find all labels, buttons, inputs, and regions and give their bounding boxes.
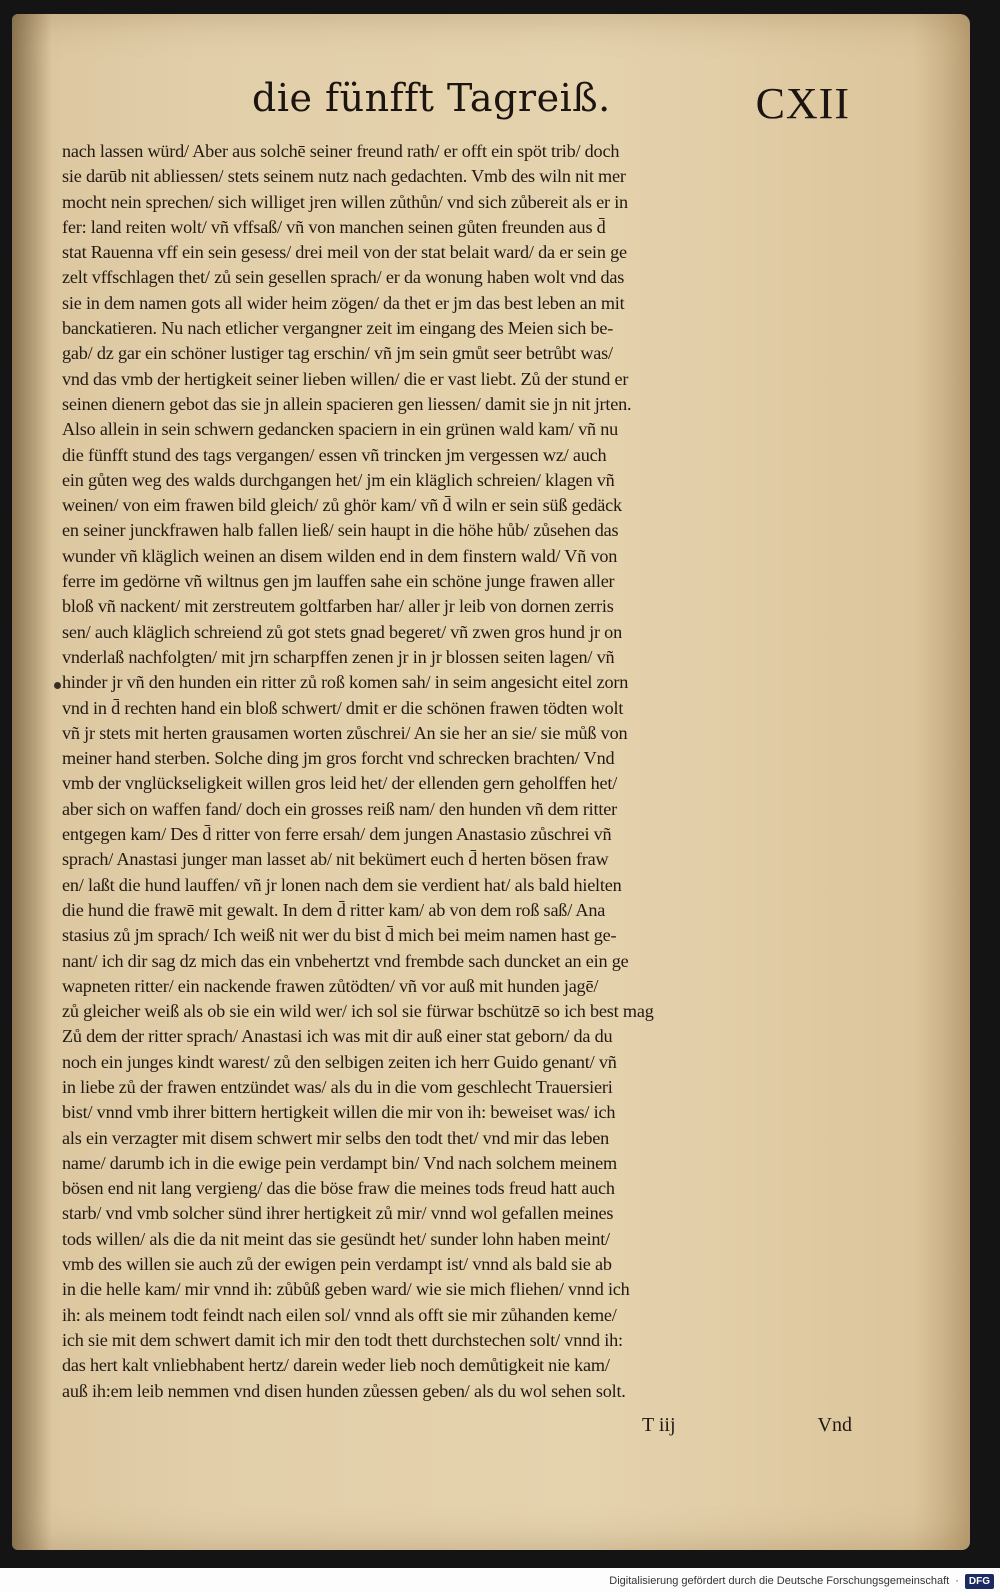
catchword-row <box>642 1414 852 1444</box>
text-line: fer: land reiten wolt/ vñ vffsaß/ vñ von manchen seinen gůten freunden aus d̄ <box>62 216 606 237</box>
text-line: vmb des willen sie auch zů der ewigen pein verdampt ist/ vnnd als bald sie ab <box>62 1254 612 1275</box>
margin-dot-mark <box>54 682 61 689</box>
footer-credit-text: Digitalisierung gefördert durch die Deutsche Forschungsgemeinschaft <box>609 1575 950 1587</box>
text-line: vnd in d̄ rechten hand ein bloß schwert/ dmit er die schönen frawen tödten wolt <box>62 697 624 718</box>
text-line: ein gůten weg des walds durchgangen het/ jm ein kläglich schreien/ klagen vñ <box>62 469 615 490</box>
text-line: bloß vñ nackent/ mit zerstreutem goltfarben har/ aller jr leib von dornen zerris <box>62 596 614 617</box>
text-line: auß ih:em leib nemmen vnd disen hunden zůessen geben/ als du wol sehen solt. <box>62 1380 626 1401</box>
text-line: sprach/ Anastasi junger man lasset ab/ nit bekümert euch d̄ herten bösen fraw <box>62 849 609 870</box>
text-line: banckatieren. Nu nach etlicher vergangner zeit im eingang des Meien sich be- <box>62 318 614 339</box>
text-line: als ein verzagter mit disem schwert mir selbs den todt thet/ vnd mir das leben <box>62 1127 610 1148</box>
text-line: in liebe zů der frawen entzündet was/ als du in die vom geschlecht Trauersieri <box>62 1076 613 1097</box>
text-line: stat Rauenna vff ein sein gesess/ drei meil von der stat belait ward/ da er sein ge <box>62 242 627 263</box>
text-line: name/ darumb ich in die ewige pein verdampt bin/ Vnd nach solchem meinem <box>62 1152 617 1173</box>
dfg-logo: DFG <box>965 1574 994 1589</box>
text-line: nant/ ich dir sag dz mich das ein vnbehertzt vnd frembde sach duncket an ein ge <box>62 950 629 971</box>
text-line: bist/ vnnd vmb ihrer bittern hertigkeit willen die mir von ih: beweiset was/ ich <box>62 1102 616 1123</box>
text-line: noch ein junges kindt warest/ zů den selbigen zeiten ich herr Guido genant/ vñ <box>62 1051 617 1072</box>
text-line: nach lassen würd/ Aber aus solchē seiner freund rath/ er offt ein spöt trib/ doch <box>62 141 620 161</box>
text-line: meiner hand sterben. Solche ding jm gros forcht vnd schrecken brachten/ Vnd <box>62 748 615 769</box>
text-line: starb/ vnd vmb solcher sünd ihrer hertigkeit zů mir/ vnnd wol gefallen meines <box>62 1203 614 1224</box>
text-line: vmb der vnglückseligkeit willen gros leid het/ der ellenden gern geholffen het/ <box>62 773 618 794</box>
text-line: die hund die frawē mit gewalt. In dem d̄ ritter kam/ ab von dem roß saß/ Ana <box>62 899 606 920</box>
book-page <box>12 14 970 1550</box>
text-line: seinen dienern gebot das sie jn allein spacieren gen liessen/ damit sie jn nit jrten. <box>62 393 632 414</box>
text-line: sen/ auch kläglich schreiend zů got stets gnad begeret/ vñ zwen gros hund jr on <box>62 621 622 642</box>
text-line: die fünfft stund des tags vergangen/ essen vñ trincken jm vergessen wz/ auch <box>62 444 607 465</box>
text-line: ferre im gedörne vñ wiltnus gen jm lauffen sahe ein schöne junge frawen aller <box>62 571 615 592</box>
text-line: Also allein in sein schwern gedancken spaciern in ein grünen wald kam/ vñ nu <box>62 419 619 440</box>
text-line: zelt vffschlagen thet/ zů sein gesellen sprach/ er da wonung haben wolt vnd das <box>62 267 625 288</box>
text-line: wapneten ritter/ ein nackende frawen zůtödten/ vñ vor auß mit hunden jagē/ <box>62 975 599 996</box>
text-line: gab/ dz gar ein schöner lustiger tag erschin/ vñ jm sein gmůt seer betrůbt was/ <box>62 343 613 364</box>
text-line: stasius zů jm sprach/ Ich weiß nit wer du bist d̄ mich bei meim namen hast ge- <box>62 925 617 946</box>
text-line: en/ laßt die hund lauffen/ vñ jr lonen nach dem sie verdient hat/ als bald hielten <box>62 874 622 895</box>
text-line: weinen/ von eim frawen bild gleich/ zů ghör kam/ vñ d̄ wiln er sein süß gedäck <box>62 495 622 516</box>
text-line: en seiner junckfrawen halb fallen ließ/ sein haupt in die höhe hůb/ zůsehen das <box>62 520 619 541</box>
text-line: ich sie mit dem schwert damit ich mir den todt thett durchstechen solt/ vnnd ih: <box>62 1329 623 1350</box>
text-line: tods willen/ als die da nit meint das sie gesündt het/ sunder lohn haben meint/ <box>62 1228 610 1249</box>
running-head: die fünfft Tagreiß. <box>252 76 611 120</box>
text-line: Zů dem der ritter sprach/ Anastasi ich was mit dir auß einer stat geborn/ da du <box>62 1026 613 1047</box>
gutter-shadow <box>12 14 52 1550</box>
text-line: sie darūb nit abliessen/ stets seinem nutz nach gedachten. Vmb des wiln nit mer <box>62 166 626 187</box>
catchword: Vnd <box>817 1414 852 1436</box>
text-line: sie in dem namen gots all wider heim zögen/ da thet er jm das best leben an mit <box>62 292 625 313</box>
folio-number: CXII <box>755 79 850 128</box>
text-line: vnderlaß nachfolgten/ mit jrn scharpffen zenen jr in jr blossen seiten lagen/ vñ <box>62 646 615 667</box>
footer-credit: Digitalisierung gefördert durch die Deutsche Forschungsgemeinschaft · DFG <box>609 1572 994 1590</box>
text-line: wunder vñ kläglich weinen an disem wilden end in dem finstern wald/ Vñ von <box>62 545 618 566</box>
text-line: aber sich on waffen fand/ doch ein grosses reiß nam/ den hunden vñ dem ritter <box>62 798 617 819</box>
text-line: das hert kalt vnliebhabent hertz/ darein weder lieb noch demůtigkeit nie kam/ <box>62 1355 610 1376</box>
text-line: zů gleicher weiß als ob sie ein wild wer/ ich sol sie fürwar bschützē so ich best mag <box>62 1001 654 1022</box>
text-block <box>62 139 852 1404</box>
text-line: mocht nein sprechen/ sich williget jren willen zůthůn/ vnd sich zůbereit als er in <box>62 191 628 212</box>
text-line: vñ jr stets mit herten grausamen worten zůschrei/ An sie her an sie/ sie můß von <box>62 722 628 743</box>
text-line: entgegen kam/ Des d̄ ritter von ferre ersah/ dem jungen Anastasio zůschrei vñ <box>62 824 612 845</box>
text-line: ih: als meinem todt feindt nach eilen sol/ vnnd als offt sie mir zůhanden keme/ <box>62 1304 617 1325</box>
signature-mark: T iij <box>642 1414 676 1436</box>
text-line: vnd das vmb der hertigkeit seiner lieben willen/ die er vast liebt. Zů der stund er <box>62 368 629 389</box>
text-line: in die helle kam/ mir vnnd ih: zůbůß geben ward/ wie sie mich fliehen/ vnnd ich <box>62 1279 630 1300</box>
text-line: hinder jr vñ den hunden ein ritter zů roß komen sah/ in seim angesicht eitel zorn <box>62 672 629 693</box>
text-line: bösen end nit lang vergieng/ das die böse fraw die meines tods freud hatt auch <box>62 1178 615 1199</box>
